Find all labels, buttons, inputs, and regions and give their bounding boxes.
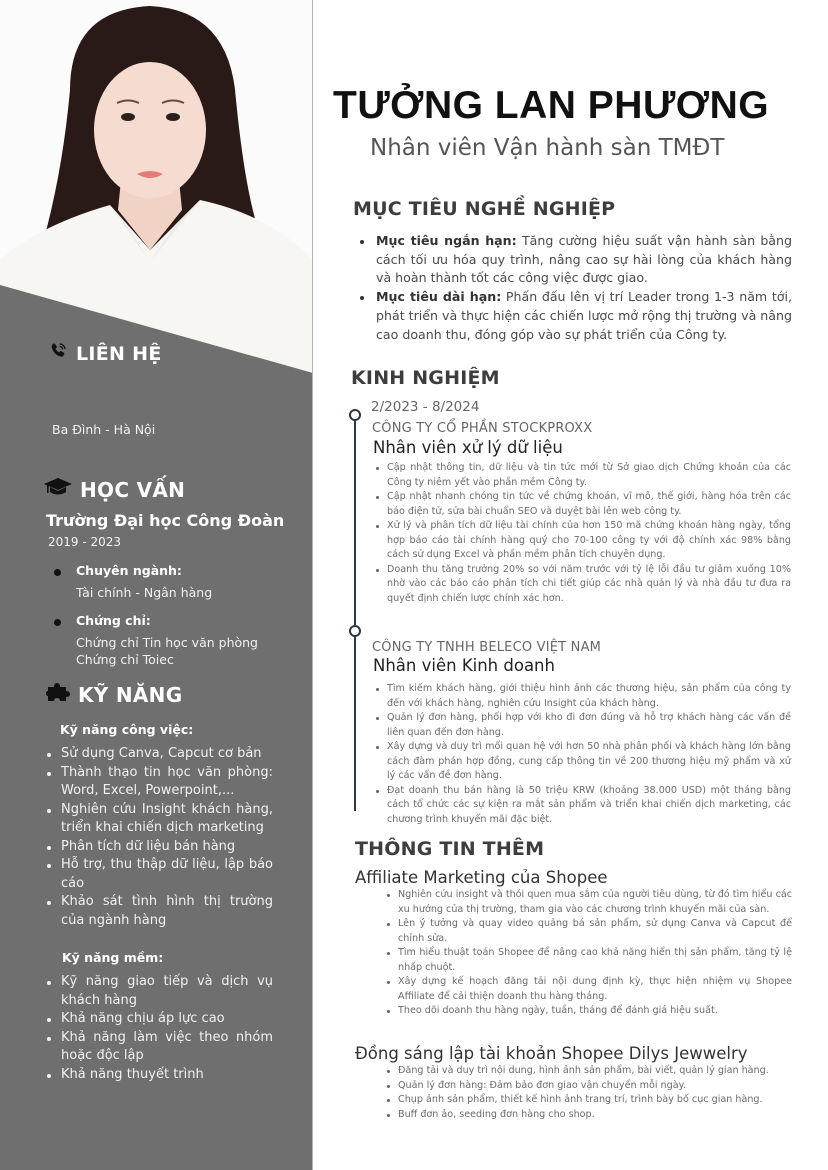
list-item: Cập nhật thông tin, dữ liệu và tin tức mới từ Sở giao dịch Chứng khoán của các Công ty niêm yết vào phần mềm Công ty. <box>373 461 791 490</box>
graduation-cap-icon <box>44 476 72 503</box>
job-bullets <box>373 461 791 606</box>
list-item: Nghiên cứu Insight khách hàng, triển khai chiến dịch marketing <box>44 801 273 838</box>
sidebar <box>0 0 313 1170</box>
list-item: Lên ý tưởng và quay video quảng bá sản phẩm, sử dụng Canva và Capcut để chỉnh sửa. <box>384 917 792 946</box>
list-item: Thành thạo tin học văn phòng: Word, Excel, Powerpoint,... <box>44 764 273 801</box>
list-item: Cập nhật nhanh chóng tin tức về chứng khoán, vĩ mô, thế giới, hàng hóa trên các báo điện tử, sửa bài chuẩn SEO và duyệt bài lên web công ty. <box>373 490 791 519</box>
list-item: Quản lý đơn hàng, phối hợp với kho đi đơn đúng và hỗ trợ khách hàng các vấn đề liên quan đến đơn hàng. <box>373 711 791 740</box>
list-item: Đạt doanh thu bán hàng là 50 triệu KRW (khoảng 38.000 USD) một tháng bằng cách tổ chức các sự kiện ra mắt sản phẩm và triển khai chiến dịch marketing, các chương trình khuyến mãi đặc biệt. <box>373 784 791 828</box>
skills-heading-label: KỸ NĂNG <box>78 682 183 707</box>
list-item: Tìm hiểu thuật toán Shopee để nâng cao khả năng hiển thị sản phẩm, tăng tỷ lệ nhấp chuột. <box>384 946 792 975</box>
objective-heading: MỤC TIÊU NGHỀ NGHIỆP <box>353 198 616 220</box>
major-item <box>76 563 212 601</box>
objective-label: Mục tiêu ngắn hạn: <box>376 233 517 248</box>
school-years: 2019 - 2023 <box>48 535 122 549</box>
list-item: Tìm kiếm khách hàng, giới thiệu hình ảnh các thương hiệu, sản phẩm của công ty đến với khách hàng, nghiên cứu Insight của khách hàng. <box>373 682 791 711</box>
contact-heading-label: LIÊN HỆ <box>76 342 162 365</box>
major-value: Tài chính - Ngân hàng <box>76 585 213 600</box>
job-role: Nhân viên xử lý dữ liệu <box>373 438 563 457</box>
experience-heading: KINH NGHIỆM <box>351 367 500 389</box>
major-label: Chuyên ngành: <box>76 563 182 578</box>
extra-bullets <box>384 1064 804 1122</box>
list-item: Khảo sát tình hình thị trường của ngành hàng <box>44 893 273 930</box>
diagonal-band <box>0 0 313 380</box>
bullet-icon <box>54 569 61 576</box>
cert-item <box>76 613 258 668</box>
objective-text: Tăng cường hiệu suất vận hành sàn bằng cách tối ưu hóa quy trình, nâng cao sự hài lòng của khách hàng và hoàn thành tốt các công việc được giao. <box>376 233 793 286</box>
extra-title: Đồng sáng lập tài khoản Shopee Dilys Jewwelry <box>355 1044 748 1063</box>
school-name: Trường Đại học Công Đoàn <box>46 511 285 530</box>
job-title: Nhân viên Vận hành sàn TMĐT <box>370 135 725 161</box>
timeline-line <box>354 419 356 811</box>
skills-heading <box>46 682 182 707</box>
address-text: Ba Đình - Hà Nội <box>52 422 156 437</box>
objective-item <box>358 288 792 344</box>
list-item: Quản lý đơn hàng: Đảm bảo đơn giao vận chuyển mỗi ngày. <box>384 1079 804 1094</box>
extra-heading: THÔNG TIN THÊM <box>355 838 545 860</box>
puzzle-icon <box>46 682 70 707</box>
soft-skills-list <box>44 973 273 1084</box>
job-company: CÔNG TY CỔ PHẦN STOCKPROXX <box>372 421 593 436</box>
list-item: Sử dụng Canva, Capcut cơ bản <box>44 745 273 764</box>
contact-heading <box>48 341 162 366</box>
list-item: Khả năng thuyết trình <box>44 1066 273 1085</box>
job-date: 2/2023 - 8/2024 <box>371 399 480 415</box>
cert-value: Chứng chỉ Toiec <box>76 652 174 667</box>
work-skills-list <box>44 745 273 930</box>
cert-label: Chứng chỉ: <box>76 613 151 628</box>
list-item: Khả năng làm việc theo nhóm hoặc độc lập <box>44 1029 273 1066</box>
list-item: Nghiên cứu insight và thói quen mua sắm của người tiêu dùng, từ đó tìm hiểu các xu hướng của thị trường, tham gia vào các chương trình khuyến mãi của sàn. <box>384 888 792 917</box>
job-company: CÔNG TY TNHH BELECO VIỆT NAM <box>372 640 602 655</box>
extra-title: Affiliate Marketing của Shopee <box>355 868 608 887</box>
bullet-icon <box>54 619 61 626</box>
list-item: Buff đơn ảo, seeding đơn hàng cho shop. <box>384 1108 804 1123</box>
timeline-node-icon <box>349 409 361 421</box>
phone-icon <box>48 341 68 366</box>
timeline-node-icon <box>349 625 361 637</box>
list-item: Kỹ năng giao tiếp và dịch vụ khách hàng <box>44 973 273 1010</box>
list-item: Khả năng chịu áp lực cao <box>44 1010 273 1029</box>
list-item: Doanh thu tăng trưởng 20% so với năm trước với tỷ lệ lỗi đầu tư giảm xuống 10% nhờ vào các báo cáo phân tích chi tiết giúp các nhà quản lý và nhà đầu tư đưa ra quyết định chiến lược chính xác hơn. <box>373 563 791 607</box>
work-skills-label: Kỹ năng công việc: <box>60 722 194 737</box>
job-bullets <box>373 682 791 827</box>
extra-bullets <box>384 888 792 1019</box>
candidate-name: TƯỞNG LAN PHƯƠNG <box>333 84 770 127</box>
list-item: Phân tích dữ liệu bán hàng <box>44 838 273 857</box>
list-item: Xây dựng và duy trì mối quan hệ với hơn 50 nhà phân phối và khách hàng lớn bằng cách đàm phán hợp đồng, cung cấp thông tin về 200 thương hiệu mỹ phẩm và xử lý các vấn đề đơn hàng. <box>373 740 791 784</box>
list-item: Xây dựng kế hoạch đăng tải nội dung định kỳ, thực hiện nhiệm vụ Shopee Affiliate để cải thiện doanh thu hàng tháng. <box>384 975 792 1004</box>
education-heading-label: HỌC VẤN <box>80 477 186 502</box>
list-item: Theo dõi doanh thu hàng ngày, tuần, tháng để đánh giá hiệu suất. <box>384 1004 792 1019</box>
profile-photo <box>0 0 313 380</box>
education-heading <box>44 476 185 503</box>
list-item: Hỗ trợ, thu thập dữ liệu, lập báo cáo <box>44 856 273 893</box>
cert-value: Chứng chỉ Tin học văn phòng <box>76 635 258 650</box>
objective-item <box>358 232 792 288</box>
objective-list <box>358 232 792 344</box>
soft-skills-label: Kỹ năng mềm: <box>62 950 164 965</box>
job-role: Nhân viên Kinh doanh <box>373 656 555 675</box>
list-item: Chụp ảnh sản phẩm, thiết kế hình ảnh trang trí, trình bày bố cục gian hàng. <box>384 1093 804 1108</box>
list-item: Xử lý và phân tích dữ liệu tài chính của hơn 150 mã chứng khoán hàng ngày, tổng hợp báo cáo tài chính hàng quý cho 70-100 công ty với độ chính xác 98% bằng cách sử dụng Excel và phần mềm phân tích chuyên dụng. <box>373 519 791 563</box>
objective-text: Phấn đấu lên vị trí Leader trong 1-3 năm tới, phát triển và thực hiện các chiến lược mở rộng thị trường và nâng cao doanh thu, đóng góp vào sự phát triển của Công ty. <box>376 289 792 342</box>
objective-label: Mục tiêu dài hạn: <box>376 289 502 305</box>
list-item: Đăng tải và duy trì nội dung, hình ảnh sản phẩm, bài viết, quản lý gian hàng. <box>384 1064 804 1079</box>
